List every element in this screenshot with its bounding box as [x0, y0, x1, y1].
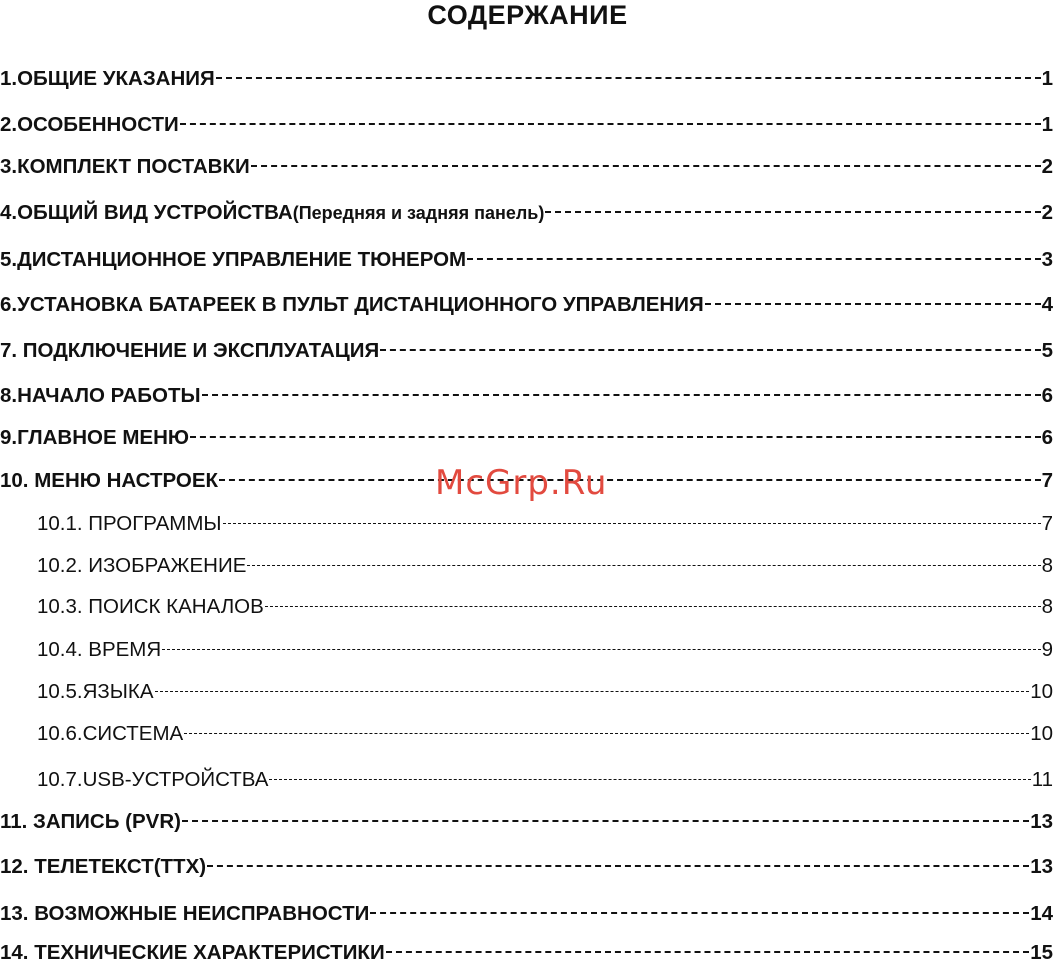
- toc-entry-label: 13. ВОЗМОЖНЫЕ НЕИСПРАВНОСТИ: [0, 902, 370, 925]
- toc-entry-label: 10.6.СИСТЕМА: [37, 722, 184, 745]
- toc-entry-page: 13: [1030, 855, 1053, 878]
- dot-leader: [202, 394, 1041, 396]
- toc-entry-label: 1.ОБЩИЕ УКАЗАНИЯ: [0, 67, 215, 90]
- dot-leader: [182, 820, 1029, 822]
- toc-entry-page: 1: [1041, 67, 1053, 90]
- dot-leader: [180, 123, 1041, 125]
- toc-entry-10-5[interactable]: [0, 680, 1053, 704]
- toc-entry-page: 10: [1030, 722, 1053, 745]
- dot-leader: [269, 779, 1030, 780]
- dot-leader: [216, 77, 1041, 79]
- toc-entry-8[interactable]: [0, 384, 1053, 408]
- dot-leader: [190, 436, 1041, 438]
- toc-entry-4[interactable]: [0, 201, 1053, 225]
- dot-leader: [207, 865, 1029, 867]
- toc-entry-label: 2.ОСОБЕННОСТИ: [0, 113, 179, 136]
- toc-entry-label: 6.УСТАНОВКА БАТАРЕЕК В ПУЛЬТ ДИСТАНЦИОННОГО УПРАВЛЕНИЯ: [0, 293, 704, 316]
- toc-entry-page: 8: [1041, 595, 1053, 618]
- toc-entry-label: 10.3. ПОИСК КАНАЛОВ: [37, 595, 264, 618]
- toc-entry-11[interactable]: [0, 810, 1053, 834]
- toc-entry-page: 7: [1041, 512, 1053, 535]
- toc-entry-page: 14: [1030, 902, 1053, 925]
- toc-entry-page: 13: [1030, 810, 1053, 833]
- dot-leader: [265, 606, 1041, 607]
- dot-leader: [386, 951, 1030, 953]
- toc-entry-label: 12. ТЕЛЕТЕКСТ(TTX): [0, 855, 207, 878]
- toc-entry-label: 10.4. ВРЕМЯ: [37, 638, 162, 661]
- toc-entry-10-3[interactable]: [0, 595, 1053, 619]
- toc-entry-3[interactable]: [0, 155, 1053, 179]
- toc-entry-label: 8.НАЧАЛО РАБОТЫ: [0, 384, 201, 407]
- toc-entry-page: 6: [1041, 426, 1053, 449]
- toc-entry-note: (Передняя и задняя панель): [292, 203, 545, 223]
- toc-entry-label: 10. МЕНЮ НАСТРОЕК: [0, 469, 219, 492]
- toc-entry-page: 1: [1041, 113, 1053, 136]
- toc-entry-label: 11. ЗАПИСЬ (PVR): [0, 810, 181, 833]
- page-title: СОДЕРЖАНИЕ: [427, 0, 628, 30]
- toc-entry-label: 7. ПОДКЛЮЧЕНИЕ И ЭКСПЛУАТАЦИЯ: [0, 339, 380, 362]
- toc-entry-page: 2: [1041, 201, 1053, 224]
- toc-entry-7[interactable]: [0, 339, 1053, 363]
- toc-entry-label: 10.7.USB-УСТРОЙСТВА: [37, 768, 269, 791]
- dot-leader: [162, 649, 1040, 650]
- toc-entry-label: 10.2. ИЗОБРАЖЕНИЕ: [37, 554, 247, 577]
- dot-leader: [247, 565, 1040, 566]
- toc-entry-5[interactable]: [0, 248, 1053, 272]
- dot-leader: [223, 523, 1041, 524]
- toc-entry-page: 11: [1031, 768, 1053, 791]
- dot-leader: [370, 912, 1029, 914]
- toc-entry-13[interactable]: [0, 902, 1053, 926]
- toc-entry-10-4[interactable]: [0, 638, 1053, 662]
- toc-entry-label: 3.КОМПЛЕКТ ПОСТАВКИ: [0, 155, 250, 178]
- dot-leader: [467, 258, 1040, 260]
- toc-entry-label: 10.1. ПРОГРАММЫ: [37, 512, 222, 535]
- toc-entry-9[interactable]: [0, 426, 1053, 450]
- toc-entry-10-2[interactable]: [0, 554, 1053, 578]
- toc-entry-12[interactable]: [0, 855, 1053, 879]
- toc-entry-page: 6: [1041, 384, 1053, 407]
- toc-entry-10-7[interactable]: [0, 768, 1053, 792]
- toc-entry-page: 8: [1041, 554, 1053, 577]
- dot-leader: [545, 211, 1040, 213]
- toc-entry-page: 3: [1041, 248, 1053, 271]
- toc-entry-label: 5.ДИСТАНЦИОННОЕ УПРАВЛЕНИЕ ТЮНЕРОМ: [0, 248, 467, 271]
- toc-entry-6[interactable]: [0, 293, 1053, 317]
- dot-leader: [155, 691, 1030, 692]
- toc-entry-10-6[interactable]: [0, 722, 1053, 746]
- toc-entry-page: 15: [1030, 941, 1053, 964]
- toc-entry-label: 4.ОБЩИЙ ВИД УСТРОЙСТВА: [0, 201, 293, 224]
- toc-entry-page: 4: [1041, 293, 1053, 316]
- toc-entry-2[interactable]: [0, 113, 1053, 137]
- toc-entry-label: 9.ГЛАВНОЕ МЕНЮ: [0, 426, 190, 449]
- toc-entry-1[interactable]: [0, 67, 1053, 91]
- toc-entry-page: 7: [1041, 469, 1053, 492]
- watermark: McGrp.Ru: [435, 463, 608, 503]
- toc-entry-page: 9: [1041, 638, 1053, 661]
- toc-entry-10-1[interactable]: [0, 512, 1053, 536]
- toc-entry-label: 10.5.ЯЗЫКА: [37, 680, 154, 703]
- toc-entry-14[interactable]: [0, 941, 1053, 965]
- toc-entry-page: 2: [1041, 155, 1053, 178]
- dot-leader: [705, 303, 1041, 305]
- dot-leader: [251, 165, 1041, 167]
- dot-leader: [219, 479, 1041, 481]
- toc-entry-page: 10: [1030, 680, 1053, 703]
- dot-leader: [184, 733, 1029, 734]
- dot-leader: [380, 349, 1040, 351]
- toc-entry-label: 14. ТЕХНИЧЕСКИЕ ХАРАКТЕРИСТИКИ: [0, 941, 385, 964]
- toc-entry-page: 5: [1041, 339, 1053, 362]
